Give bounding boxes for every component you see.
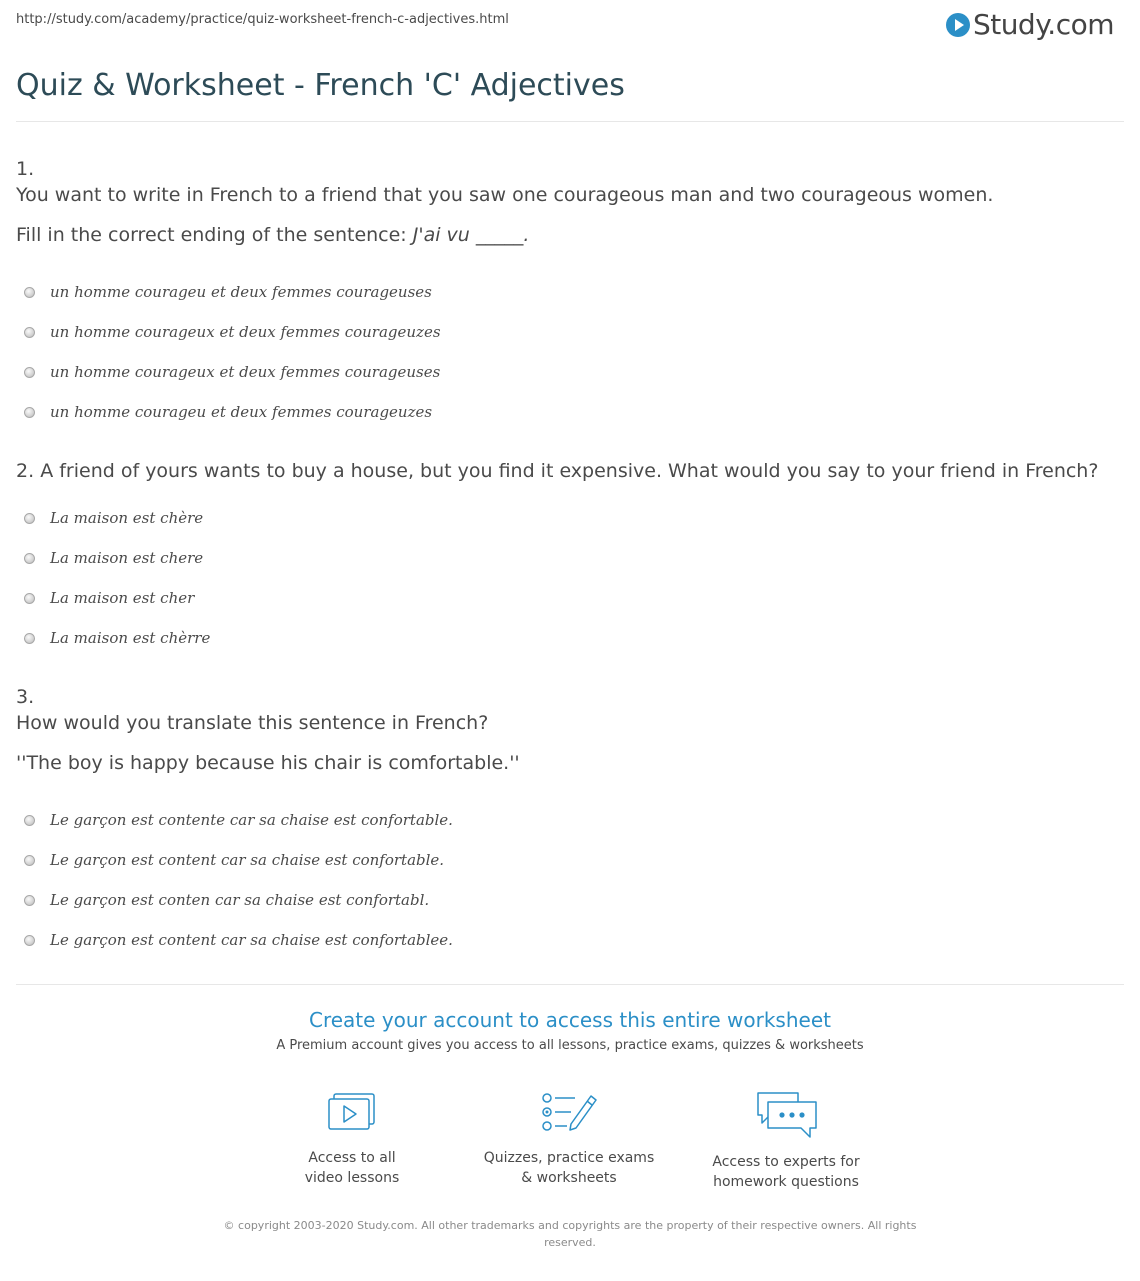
feature-video-lessons (252, 1090, 452, 1188)
answer-label: un homme courageux et deux femmes courageuzes (50, 323, 441, 341)
answer-option[interactable] (16, 392, 1130, 432)
answer-option[interactable] (16, 920, 1130, 960)
answer-options (16, 498, 1130, 658)
answer-option[interactable] (16, 880, 1130, 920)
answer-label: un homme courageu et deux femmes courageuzes (50, 403, 433, 421)
radio-button[interactable] (24, 633, 35, 644)
answer-label: un homme courageux et deux femmes courageuses (50, 363, 441, 381)
signup-cta (0, 1008, 1140, 1053)
video-lessons-icon (326, 1090, 378, 1136)
feature-text-line1: Access to all (308, 1150, 396, 1166)
feature-experts (686, 1090, 886, 1192)
radio-button[interactable] (24, 855, 35, 866)
answer-option[interactable] (16, 498, 1130, 538)
premium-features (0, 1090, 1140, 1190)
cta-subtitle: A Premium account gives you access to all lessons, practice exams, quizzes & worksheets (276, 1038, 864, 1053)
radio-button[interactable] (24, 287, 35, 298)
question-prompt-text: Fill in the correct ending of the sentence: (16, 224, 413, 246)
answer-label: Le garçon est content car sa chaise est confortable. (50, 851, 445, 869)
play-logo-icon (946, 13, 970, 37)
radio-button[interactable] (24, 815, 35, 826)
question-1 (16, 156, 1130, 432)
answer-options (16, 272, 1130, 432)
answer-label: Le garçon est contente car sa chaise est confortable. (50, 811, 453, 829)
answer-option[interactable] (16, 800, 1130, 840)
page-title: Quiz & Worksheet - French 'C' Adjectives (16, 68, 625, 103)
answer-label: La maison est chere (50, 549, 204, 567)
answer-options (16, 800, 1130, 960)
question-sentence: ''The boy is happy because his chair is comfortable.'' (16, 752, 520, 774)
logo-text: Study.com (972, 8, 1114, 41)
question-body: A friend of yours wants to buy a house, but you find it expensive. What would you say to your friend in French? (40, 460, 1099, 482)
header-divider (16, 121, 1124, 122)
copyright-footer: © copyright 2003-2020 Study.com. All other trademarks and copyrights are the property of their respective owners. All rights reserved. (223, 1219, 917, 1249)
answer-option[interactable] (16, 840, 1130, 880)
radio-button[interactable] (24, 513, 35, 524)
study-logo[interactable] (946, 8, 1114, 41)
question-text: You want to write in French to a friend that you saw one courageous man and two courageous women. (16, 184, 994, 206)
feature-quizzes (469, 1090, 669, 1188)
radio-button[interactable] (24, 553, 35, 564)
question-3 (16, 684, 1130, 960)
radio-button[interactable] (24, 407, 35, 418)
answer-label: La maison est cher (50, 589, 195, 607)
question-prompt (16, 222, 1130, 248)
quiz-checklist-icon (541, 1090, 597, 1136)
answer-option[interactable] (16, 272, 1130, 312)
question-number: 2. (16, 460, 35, 482)
question-2 (16, 458, 1130, 658)
question-number: 1. (16, 158, 35, 180)
feature-text-line2: homework questions (713, 1174, 859, 1190)
feature-text-line2: & worksheets (521, 1170, 617, 1186)
question-number: 3. (16, 686, 35, 708)
answer-option[interactable] (16, 578, 1130, 618)
feature-text-line2: video lessons (304, 1170, 400, 1186)
answer-label: Le garçon est conten car sa chaise est confortabl. (50, 891, 430, 909)
answer-option[interactable] (16, 538, 1130, 578)
question-prompt-italic: J'ai vu _____. (412, 224, 530, 246)
answer-option[interactable] (16, 312, 1130, 352)
radio-button[interactable] (24, 593, 35, 604)
answer-label: un homme courageu et deux femmes courageuses (50, 283, 432, 301)
answer-label: Le garçon est content car sa chaise est confortablee. (50, 931, 453, 949)
radio-button[interactable] (24, 935, 35, 946)
radio-button[interactable] (24, 367, 35, 378)
answer-label: La maison est chère (50, 509, 204, 527)
answer-label: La maison est chèrre (50, 629, 211, 647)
question-text: How would you translate this sentence in French? (16, 712, 489, 734)
chat-bubbles-icon (754, 1090, 818, 1140)
page-url: http://study.com/academy/practice/quiz-worksheet-french-c-adjectives.html (16, 12, 509, 27)
radio-button[interactable] (24, 327, 35, 338)
cta-link[interactable]: Create your account to access this entire worksheet (309, 1008, 831, 1032)
answer-option[interactable] (16, 352, 1130, 392)
answer-option[interactable] (16, 618, 1130, 658)
feature-text-line1: Quizzes, practice exams (483, 1150, 655, 1166)
feature-text-line1: Access to experts for (712, 1154, 860, 1170)
radio-button[interactable] (24, 895, 35, 906)
cta-divider (16, 984, 1124, 985)
question-text (16, 458, 1130, 484)
